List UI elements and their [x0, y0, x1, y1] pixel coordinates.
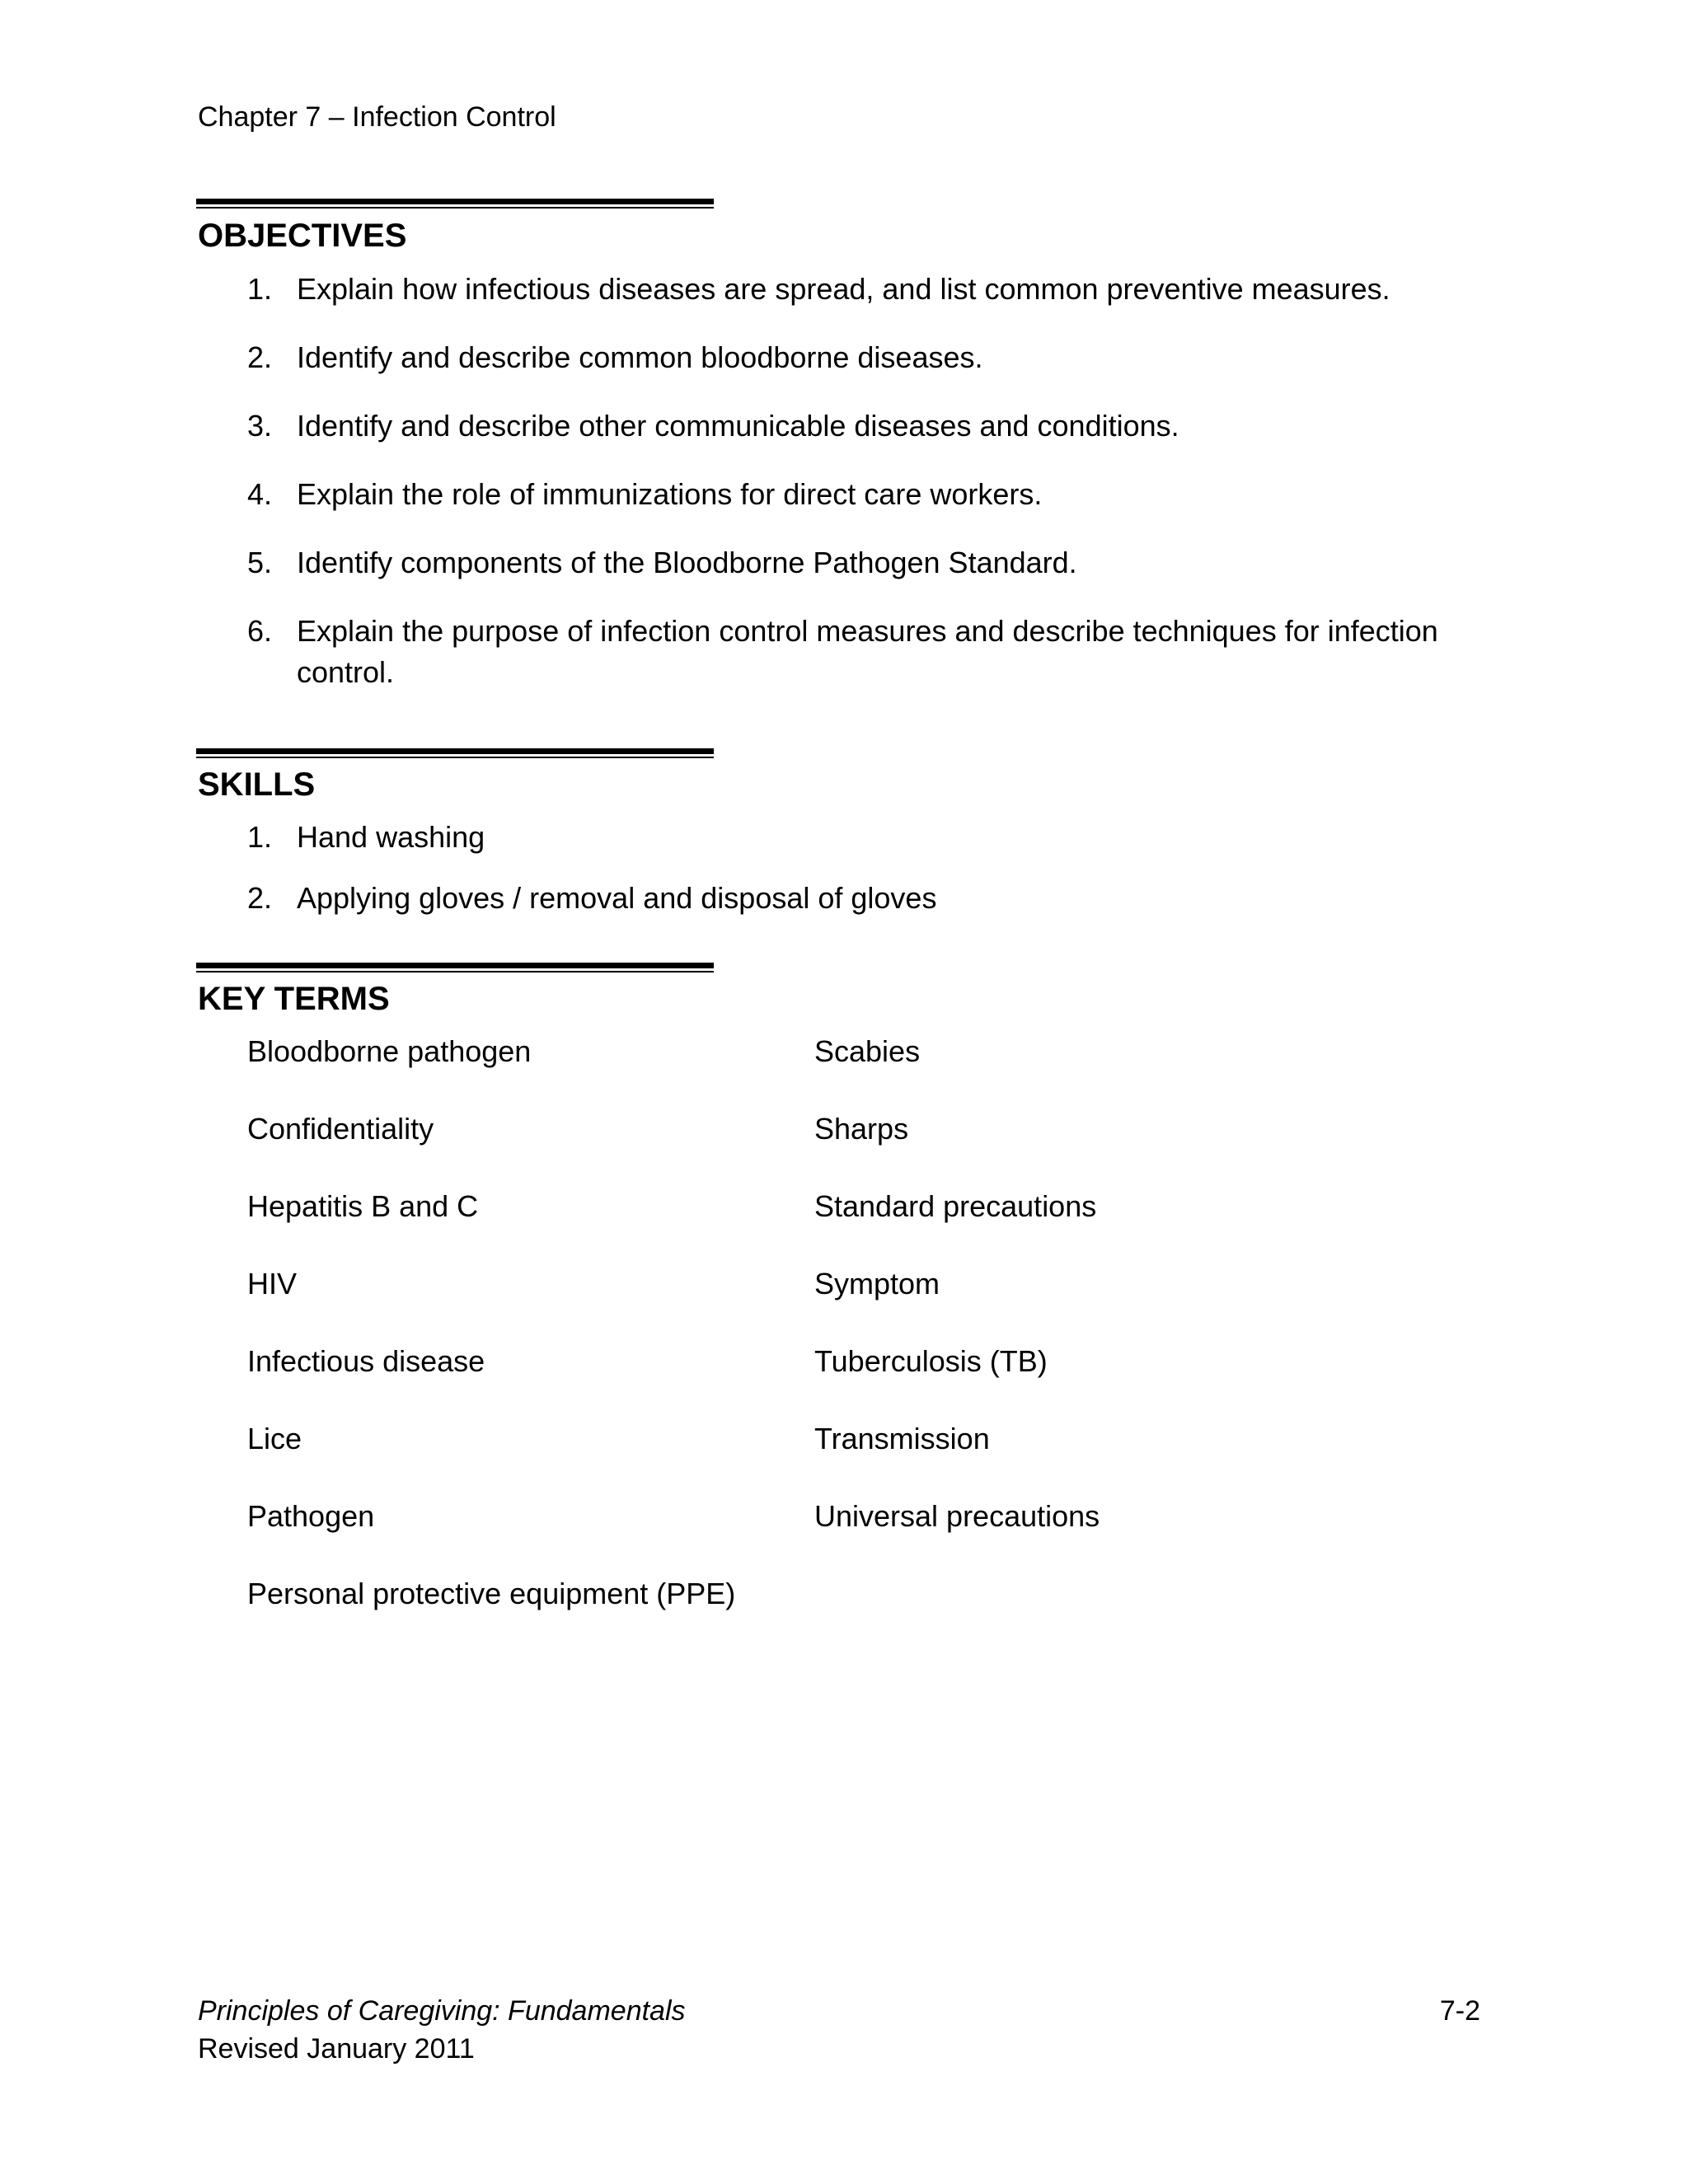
objectives-heading: OBJECTIVES — [198, 218, 407, 254]
key-term: Symptom — [814, 1267, 940, 1301]
key-term: Confidentiality — [247, 1112, 434, 1146]
item-text: Explain how infectious diseases are spread, and list common preventive measures. — [297, 272, 1390, 306]
item-number: 6. — [247, 614, 273, 648]
item-text: Identify and describe other communicable diseases and conditions. — [297, 409, 1179, 443]
key-term: Universal precautions — [814, 1499, 1100, 1533]
list-item — [198, 337, 1484, 378]
term-row — [247, 1108, 1484, 1186]
list-item — [198, 269, 1484, 310]
list-item — [198, 474, 1484, 515]
key-term: HIV — [247, 1267, 298, 1301]
item-text: Explain the purpose of infection control measures and describe techniques for infection control. — [297, 614, 1438, 689]
running-header: Chapter 7 – Infection Control — [198, 101, 556, 133]
key-term: Bloodborne pathogen — [247, 1034, 532, 1068]
item-number: 1. — [247, 820, 273, 854]
key-terms-heading: KEY TERMS — [198, 981, 390, 1017]
objectives-list — [198, 269, 1484, 693]
item-number: 4. — [247, 477, 273, 511]
key-term: Sharps — [814, 1112, 909, 1146]
section-rule-objectives — [196, 199, 714, 207]
list-item — [198, 878, 1484, 919]
item-text: Explain the role of immunizations for direct care workers. — [297, 477, 1043, 511]
item-number: 1. — [247, 272, 273, 306]
key-term: Hepatitis B and C — [247, 1189, 479, 1223]
item-number: 2. — [247, 881, 273, 915]
item-text: Identify components of the Bloodborne Pathogen Standard. — [297, 546, 1077, 579]
list-item — [198, 405, 1484, 447]
key-term: Standard precautions — [814, 1189, 1097, 1223]
item-text: Identify and describe common bloodborne diseases. — [297, 340, 983, 374]
page-number: 7-2 — [1439, 1995, 1480, 2027]
key-terms-grid — [247, 1031, 1484, 1651]
term-row — [247, 1496, 1484, 1573]
list-item — [198, 542, 1484, 583]
key-term: Infectious disease — [247, 1344, 485, 1378]
section-rule-skills — [196, 748, 714, 757]
term-row — [247, 1341, 1484, 1418]
section-rule-key-terms — [196, 963, 714, 971]
key-term: Pathogen — [247, 1499, 375, 1533]
key-term: Transmission — [814, 1422, 990, 1455]
item-number: 3. — [247, 409, 273, 443]
item-text: Hand washing — [297, 820, 485, 854]
item-text: Applying gloves / removal and disposal of gloves — [297, 881, 937, 915]
item-number: 5. — [247, 546, 273, 579]
term-row — [247, 1031, 1484, 1108]
item-number: 2. — [247, 340, 273, 374]
term-row — [247, 1418, 1484, 1496]
term-row — [247, 1186, 1484, 1263]
skills-heading: SKILLS — [198, 766, 316, 803]
skills-list — [198, 817, 1484, 919]
list-item — [198, 611, 1484, 693]
key-term: Personal protective equipment (PPE) — [247, 1577, 736, 1610]
footer-revised: Revised January 2011 — [198, 2033, 475, 2064]
term-row — [247, 1573, 1484, 1651]
term-row — [247, 1263, 1484, 1341]
key-term: Tuberculosis (TB) — [814, 1344, 1048, 1378]
key-term: Scabies — [814, 1034, 921, 1068]
key-term: Lice — [247, 1422, 302, 1455]
list-item — [198, 817, 1484, 858]
footer-book-title: Principles of Caregiving: Fundamentals — [198, 1995, 686, 2027]
